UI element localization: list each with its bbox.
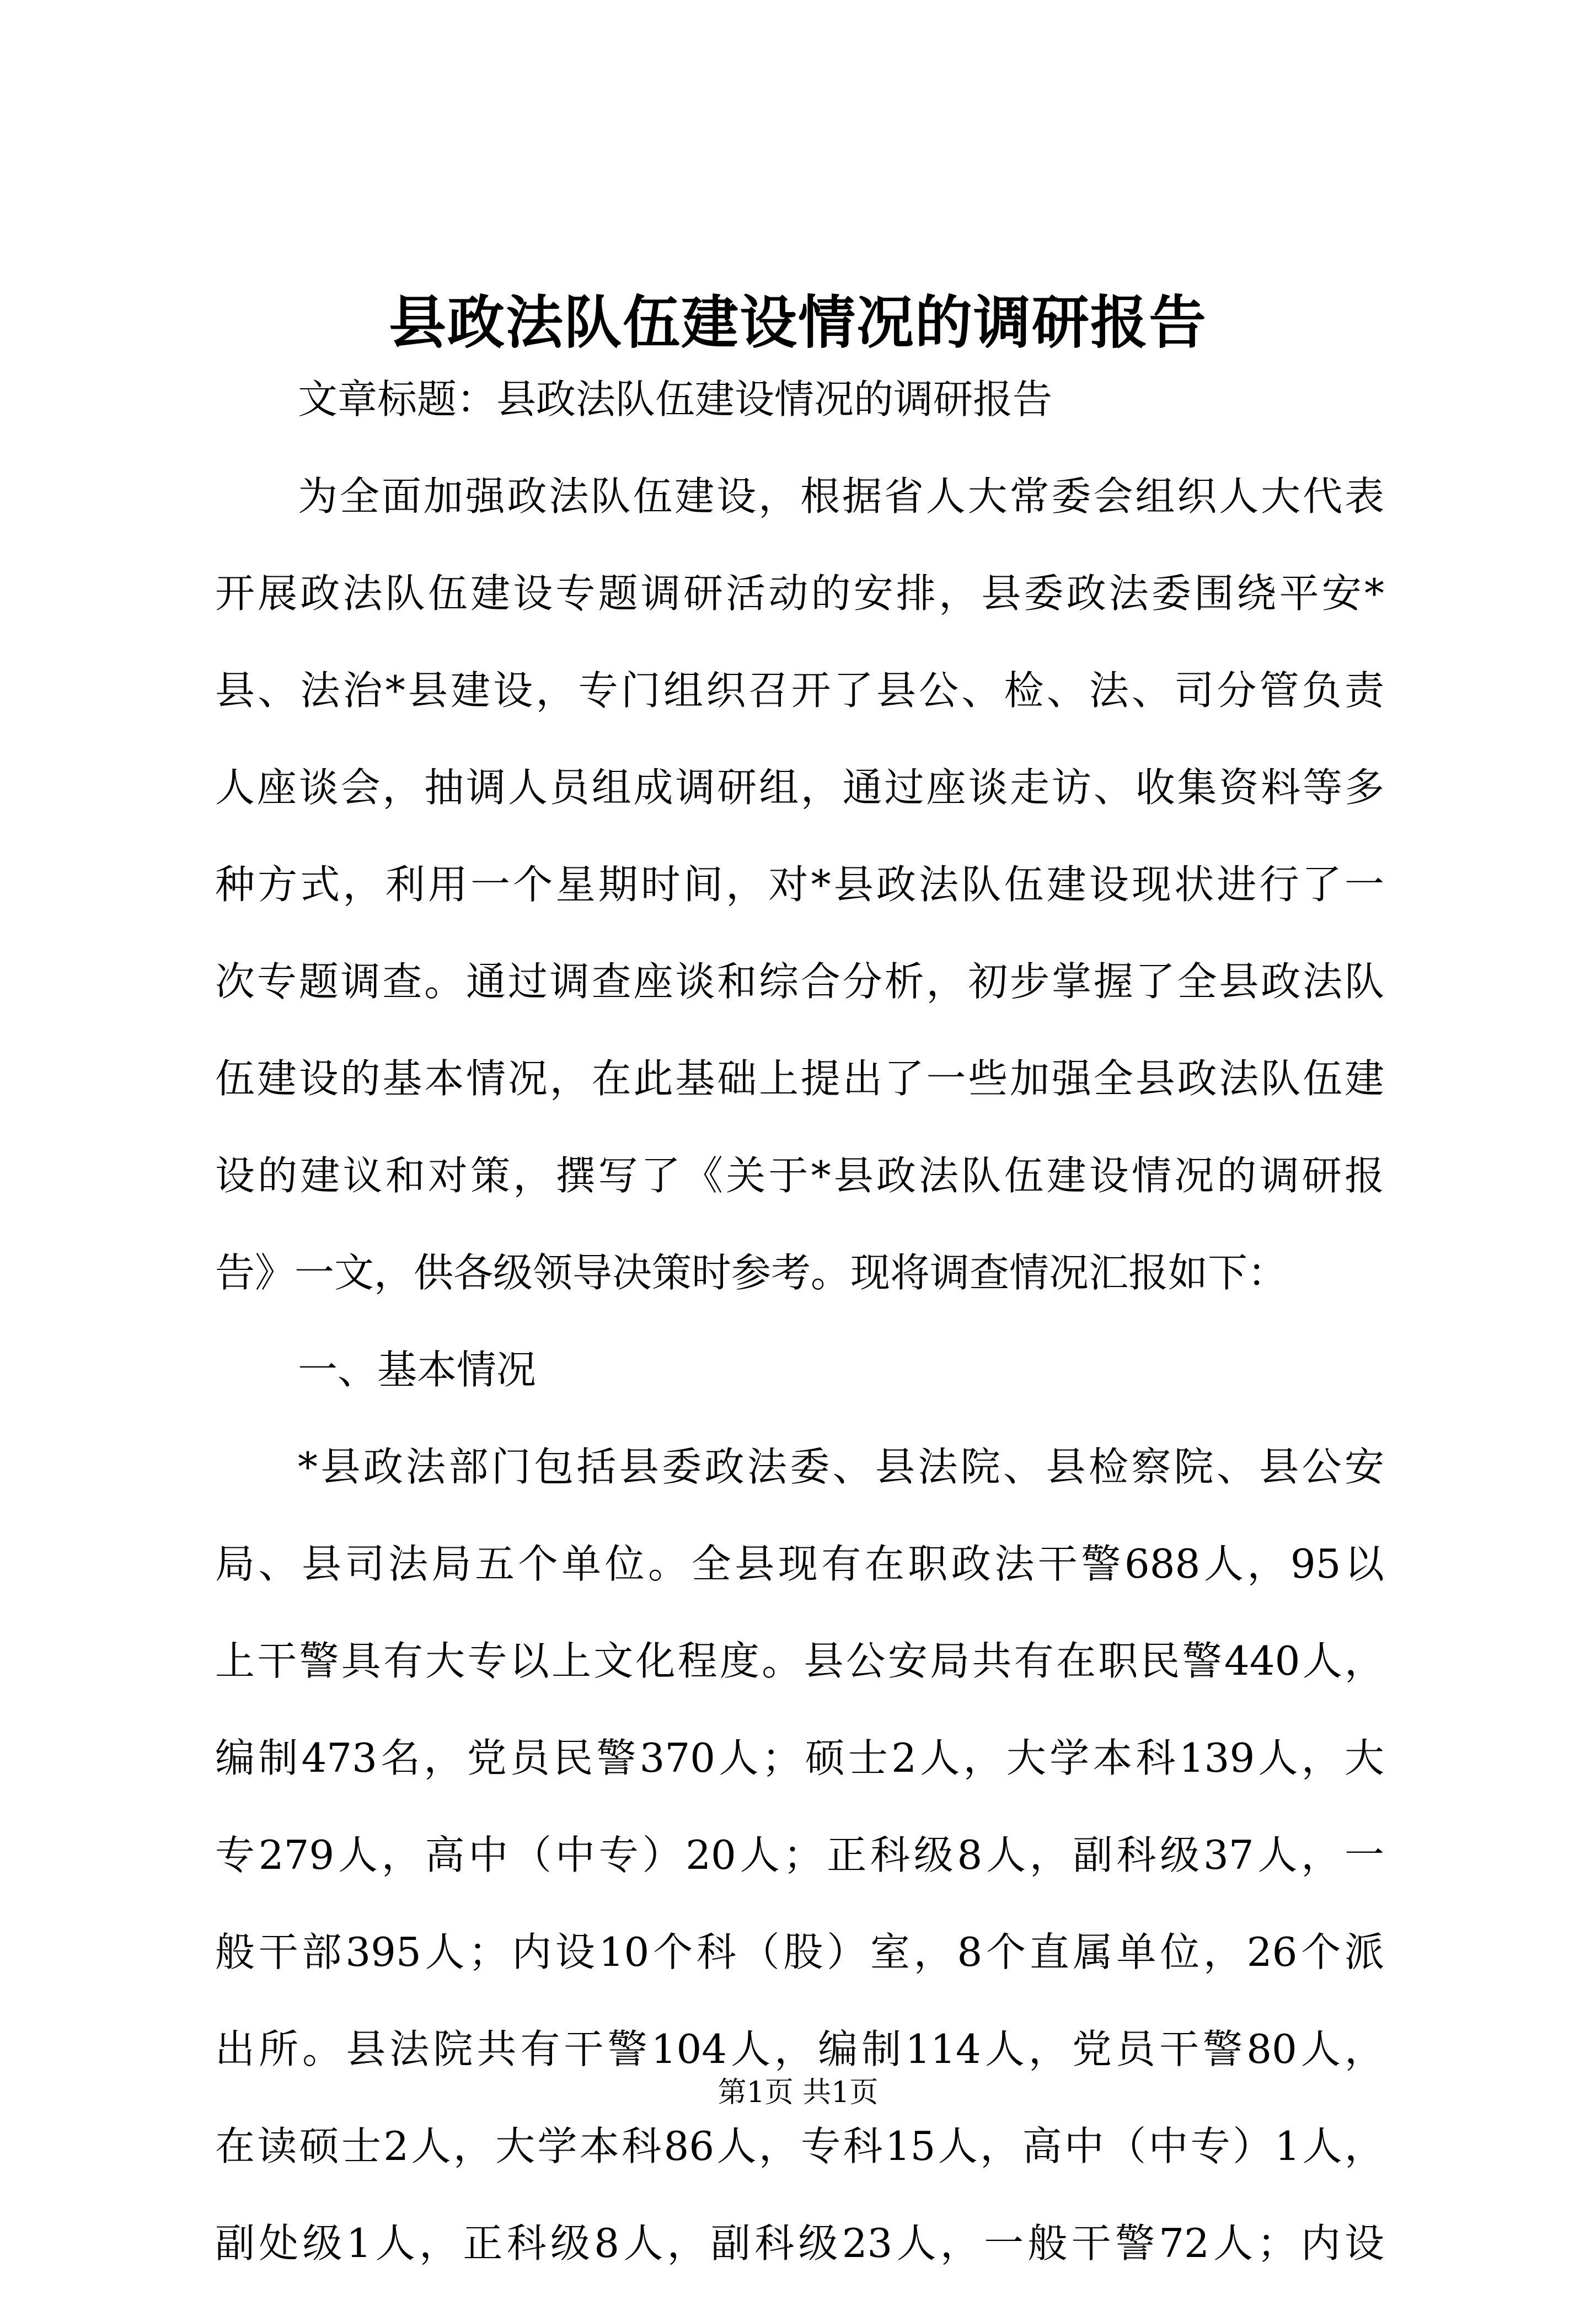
text-line: 上干警具有大专以上文化程度。县公安局共有在职民警440人， [215,1638,1384,1684]
text-line: 编制473名，党员民警370人；硕士2人，大学本科139人，大 [215,1735,1384,1781]
text-line: 次专题调查。通过调查座谈和综合分析，初步掌握了全县政法队 [215,958,1384,1005]
text-line: 伍建设的基本情况，在此基础上提出了一些加强全县政法队伍建 [215,1055,1384,1102]
text-line: 县、法治*县建设，专门组织召开了县公、检、法、司分管负责 [215,667,1384,714]
text-line: 般干部395人；内设10个科（股）室，8个直属单位，26个派 [215,1929,1384,1975]
document-body [215,375,1384,2316]
text-line: 告》一文，供各级领导决策时参考。现将调查情况汇报如下： [215,1250,1288,1296]
text-line: 副处级1人，正科级8人，副科级23人，一般干警72人；内设 [215,2220,1384,2266]
text-line: 人座谈会，抽调人员组成调研组，通过座谈走访、收集资料等多 [215,764,1384,811]
text-line: 局、县司法局五个单位。全县现有在职政法干警688人，95以 [215,1541,1384,1587]
section-heading: 一、基本情况 [298,1347,537,1393]
text-line: 专279人，高中（中专）20人；正科级8人，副科级37人，一 [215,1832,1384,1878]
page-number-footer: 第1页 共1页 [717,2076,879,2109]
text-line: 为全面加强政法队伍建设，根据省人大常委会组织人大代表 [298,473,1384,519]
text-line: *县政法部门包括县委政法委、县法院、县检察院、县公安 [298,1444,1384,1490]
text-line: 设的建议和对策，撰写了《关于*县政法队伍建设情况的调研报 [215,1152,1384,1199]
text-line: 开展政法队伍建设专题调研活动的安排，县委政法委围绕平安* [215,570,1384,616]
text-line: 出所。县法院共有干警104人，编制114人，党员干警80人， [215,2026,1384,2072]
text-line-article-title: 文章标题：县政法队伍建设情况的调研报告 [298,376,1053,422]
text-line: 种方式，利用一个星期时间，对*县政法队伍建设现状进行了一 [215,861,1384,908]
document-title: 县政法队伍建设情况的调研报告 [388,288,1207,356]
text-line: 在读硕士2人，大学本科86人，专科15人，高中（中专）1人， [215,2123,1384,2169]
